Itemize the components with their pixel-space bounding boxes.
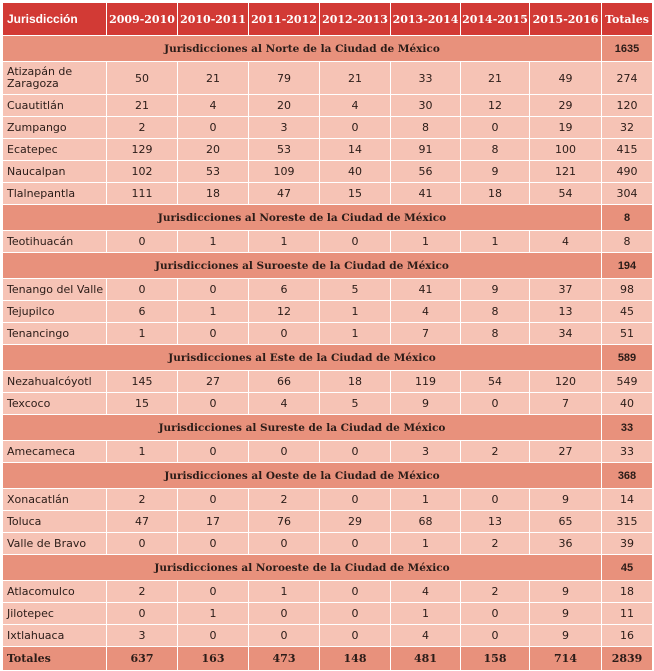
value-cell: 50 (107, 62, 178, 95)
header-year: 2015-2016 (530, 3, 602, 36)
table-row (3, 301, 653, 323)
value-cell: 2 (107, 117, 178, 139)
value-cell: 0 (320, 625, 391, 647)
value-cell: 20 (178, 139, 249, 161)
jurisdiction-name: Ixtlahuaca (3, 625, 107, 647)
section-total: 33 (602, 415, 653, 441)
value-cell: 8 (391, 117, 461, 139)
grand-total: 2839 (602, 647, 653, 671)
header-jurisdiccion: Jurisdicción (3, 3, 107, 36)
value-cell: 18 (178, 183, 249, 205)
value-cell: 20 (249, 95, 320, 117)
value-cell: 65 (530, 511, 602, 533)
value-cell: 27 (530, 441, 602, 463)
totals-row (3, 647, 653, 671)
table-row (3, 511, 653, 533)
value-cell: 8 (461, 139, 530, 161)
totals-cell: 158 (461, 647, 530, 671)
table-row (3, 533, 653, 555)
jurisdiction-table (2, 2, 653, 671)
value-cell: 0 (461, 603, 530, 625)
value-cell: 13 (530, 301, 602, 323)
row-total: 32 (602, 117, 653, 139)
value-cell: 29 (530, 95, 602, 117)
value-cell: 0 (178, 117, 249, 139)
jurisdiction-name: Zumpango (3, 117, 107, 139)
jurisdiction-name: Ecatepec (3, 139, 107, 161)
row-total: 315 (602, 511, 653, 533)
table-row (3, 62, 653, 95)
value-cell: 1 (249, 581, 320, 603)
table-row (3, 603, 653, 625)
value-cell: 49 (530, 62, 602, 95)
value-cell: 76 (249, 511, 320, 533)
value-cell: 4 (391, 301, 461, 323)
value-cell: 0 (320, 441, 391, 463)
row-total: 16 (602, 625, 653, 647)
value-cell: 18 (320, 371, 391, 393)
value-cell: 0 (178, 441, 249, 463)
value-cell: 21 (178, 62, 249, 95)
value-cell: 0 (461, 117, 530, 139)
value-cell: 21 (107, 95, 178, 117)
totals-cell: 637 (107, 647, 178, 671)
value-cell: 2 (461, 581, 530, 603)
value-cell: 18 (461, 183, 530, 205)
value-cell: 5 (320, 393, 391, 415)
table-row (3, 95, 653, 117)
value-cell: 0 (461, 625, 530, 647)
jurisdiction-name: Nezahualcóyotl (3, 371, 107, 393)
header-year: 2012-2013 (320, 3, 391, 36)
jurisdiction-name: Tenancingo (3, 323, 107, 345)
value-cell: 0 (107, 279, 178, 301)
table-row (3, 139, 653, 161)
value-cell: 0 (249, 625, 320, 647)
row-total: 274 (602, 62, 653, 95)
value-cell: 56 (391, 161, 461, 183)
value-cell: 4 (530, 231, 602, 253)
table-row (3, 161, 653, 183)
value-cell: 47 (107, 511, 178, 533)
header-year: 2010-2011 (178, 3, 249, 36)
value-cell: 9 (530, 603, 602, 625)
value-cell: 7 (391, 323, 461, 345)
row-total: 8 (602, 231, 653, 253)
table-header (3, 3, 653, 36)
value-cell: 0 (461, 393, 530, 415)
row-total: 490 (602, 161, 653, 183)
value-cell: 1 (391, 533, 461, 555)
section-header-row (3, 415, 653, 441)
value-cell: 12 (249, 301, 320, 323)
value-cell: 40 (320, 161, 391, 183)
row-total: 14 (602, 489, 653, 511)
header-year: 2011-2012 (249, 3, 320, 36)
value-cell: 0 (249, 533, 320, 555)
value-cell: 0 (320, 489, 391, 511)
section-header-row (3, 555, 653, 581)
value-cell: 0 (178, 323, 249, 345)
table-row (3, 441, 653, 463)
jurisdiction-name: Naucalpan (3, 161, 107, 183)
value-cell: 3 (391, 441, 461, 463)
value-cell: 9 (530, 489, 602, 511)
section-title: Jurisdicciones al Este de la Ciudad de México (3, 345, 602, 371)
table-row (3, 117, 653, 139)
totals-cell: 481 (391, 647, 461, 671)
header-row (3, 3, 653, 36)
value-cell: 9 (461, 279, 530, 301)
value-cell: 0 (107, 533, 178, 555)
value-cell: 6 (249, 279, 320, 301)
value-cell: 120 (530, 371, 602, 393)
table-row (3, 581, 653, 603)
table-row (3, 279, 653, 301)
value-cell: 0 (320, 231, 391, 253)
value-cell: 0 (178, 533, 249, 555)
value-cell: 121 (530, 161, 602, 183)
value-cell: 0 (249, 323, 320, 345)
section-title: Jurisdicciones al Noreste de la Ciudad de México (3, 205, 602, 231)
section-total: 589 (602, 345, 653, 371)
jurisdiction-name: Jilotepec (3, 603, 107, 625)
value-cell: 0 (107, 603, 178, 625)
value-cell: 8 (461, 301, 530, 323)
row-total: 51 (602, 323, 653, 345)
value-cell: 0 (320, 603, 391, 625)
table-footer (3, 647, 653, 671)
row-total: 11 (602, 603, 653, 625)
value-cell: 9 (530, 581, 602, 603)
value-cell: 0 (178, 489, 249, 511)
value-cell: 14 (320, 139, 391, 161)
value-cell: 1 (178, 301, 249, 323)
value-cell: 5 (320, 279, 391, 301)
value-cell: 0 (320, 117, 391, 139)
value-cell: 53 (249, 139, 320, 161)
value-cell: 145 (107, 371, 178, 393)
row-total: 549 (602, 371, 653, 393)
jurisdiction-name: Toluca (3, 511, 107, 533)
jurisdiction-name: Xonacatlán (3, 489, 107, 511)
table-row (3, 183, 653, 205)
value-cell: 41 (391, 279, 461, 301)
value-cell: 91 (391, 139, 461, 161)
value-cell: 1 (178, 603, 249, 625)
value-cell: 129 (107, 139, 178, 161)
value-cell: 0 (320, 581, 391, 603)
section-header-row (3, 205, 653, 231)
totals-cell: 148 (320, 647, 391, 671)
table-row (3, 231, 653, 253)
value-cell: 2 (107, 489, 178, 511)
value-cell: 7 (530, 393, 602, 415)
value-cell: 47 (249, 183, 320, 205)
value-cell: 102 (107, 161, 178, 183)
section-header-row (3, 36, 653, 62)
totals-cell: 714 (530, 647, 602, 671)
jurisdiction-name: Tenango del Valle (3, 279, 107, 301)
value-cell: 1 (107, 441, 178, 463)
row-total: 33 (602, 441, 653, 463)
value-cell: 4 (178, 95, 249, 117)
jurisdiction-name: Texcoco (3, 393, 107, 415)
value-cell: 109 (249, 161, 320, 183)
value-cell: 41 (391, 183, 461, 205)
header-year: 2009-2010 (107, 3, 178, 36)
value-cell: 13 (461, 511, 530, 533)
jurisdiction-name: Cuautitlán (3, 95, 107, 117)
section-title: Jurisdicciones al Sureste de la Ciudad de México (3, 415, 602, 441)
value-cell: 53 (178, 161, 249, 183)
value-cell: 36 (530, 533, 602, 555)
value-cell: 9 (391, 393, 461, 415)
value-cell: 15 (320, 183, 391, 205)
totals-cell: 163 (178, 647, 249, 671)
section-total: 194 (602, 253, 653, 279)
row-total: 415 (602, 139, 653, 161)
jurisdiction-name: Atlacomulco (3, 581, 107, 603)
value-cell: 1 (320, 301, 391, 323)
jurisdiction-name: Atizapán de Zaragoza (3, 62, 107, 95)
row-total: 40 (602, 393, 653, 415)
value-cell: 29 (320, 511, 391, 533)
value-cell: 4 (391, 625, 461, 647)
header-year: 2014-2015 (461, 3, 530, 36)
value-cell: 33 (391, 62, 461, 95)
value-cell: 37 (530, 279, 602, 301)
jurisdiction-name: Valle de Bravo (3, 533, 107, 555)
value-cell: 1 (391, 489, 461, 511)
value-cell: 1 (178, 231, 249, 253)
value-cell: 27 (178, 371, 249, 393)
table-body (3, 36, 653, 647)
value-cell: 1 (391, 603, 461, 625)
value-cell: 54 (461, 371, 530, 393)
jurisdiction-name: Tejupilco (3, 301, 107, 323)
section-title: Jurisdicciones al Noroeste de la Ciudad de México (3, 555, 602, 581)
value-cell: 1 (107, 323, 178, 345)
section-title: Jurisdicciones al Oeste de la Ciudad de México (3, 463, 602, 489)
section-title: Jurisdicciones al Norte de la Ciudad de México (3, 36, 602, 62)
value-cell: 1 (391, 231, 461, 253)
value-cell: 2 (107, 581, 178, 603)
value-cell: 0 (178, 393, 249, 415)
value-cell: 0 (461, 489, 530, 511)
value-cell: 6 (107, 301, 178, 323)
value-cell: 3 (107, 625, 178, 647)
value-cell: 1 (249, 231, 320, 253)
row-total: 120 (602, 95, 653, 117)
value-cell: 4 (249, 393, 320, 415)
table-row (3, 323, 653, 345)
value-cell: 79 (249, 62, 320, 95)
value-cell: 9 (530, 625, 602, 647)
value-cell: 0 (178, 625, 249, 647)
section-total: 45 (602, 555, 653, 581)
table-row (3, 489, 653, 511)
section-total: 368 (602, 463, 653, 489)
row-total: 98 (602, 279, 653, 301)
row-total: 304 (602, 183, 653, 205)
value-cell: 0 (249, 441, 320, 463)
value-cell: 4 (320, 95, 391, 117)
totals-cell: 473 (249, 647, 320, 671)
value-cell: 2 (461, 441, 530, 463)
jurisdiction-name: Amecameca (3, 441, 107, 463)
value-cell: 15 (107, 393, 178, 415)
value-cell: 17 (178, 511, 249, 533)
value-cell: 54 (530, 183, 602, 205)
value-cell: 1 (461, 231, 530, 253)
section-total: 1635 (602, 36, 653, 62)
jurisdiction-name: Tlalnepantla (3, 183, 107, 205)
section-title: Jurisdicciones al Suroeste de la Ciudad de México (3, 253, 602, 279)
value-cell: 21 (461, 62, 530, 95)
value-cell: 4 (391, 581, 461, 603)
row-total: 45 (602, 301, 653, 323)
value-cell: 30 (391, 95, 461, 117)
table-row (3, 625, 653, 647)
value-cell: 68 (391, 511, 461, 533)
value-cell: 0 (107, 231, 178, 253)
value-cell: 2 (249, 489, 320, 511)
value-cell: 12 (461, 95, 530, 117)
value-cell: 0 (178, 279, 249, 301)
header-totales: Totales (602, 3, 653, 36)
section-header-row (3, 463, 653, 489)
totals-label: Totales (3, 647, 107, 671)
value-cell: 0 (320, 533, 391, 555)
value-cell: 66 (249, 371, 320, 393)
table-row (3, 371, 653, 393)
value-cell: 2 (461, 533, 530, 555)
table-row (3, 393, 653, 415)
row-total: 39 (602, 533, 653, 555)
value-cell: 1 (320, 323, 391, 345)
section-header-row (3, 345, 653, 371)
value-cell: 21 (320, 62, 391, 95)
value-cell: 8 (461, 323, 530, 345)
value-cell: 119 (391, 371, 461, 393)
section-header-row (3, 253, 653, 279)
value-cell: 9 (461, 161, 530, 183)
header-year: 2013-2014 (391, 3, 461, 36)
value-cell: 34 (530, 323, 602, 345)
row-total: 18 (602, 581, 653, 603)
value-cell: 111 (107, 183, 178, 205)
section-total: 8 (602, 205, 653, 231)
jurisdiction-name: Teotihuacán (3, 231, 107, 253)
value-cell: 3 (249, 117, 320, 139)
value-cell: 19 (530, 117, 602, 139)
value-cell: 0 (178, 581, 249, 603)
value-cell: 100 (530, 139, 602, 161)
value-cell: 0 (249, 603, 320, 625)
